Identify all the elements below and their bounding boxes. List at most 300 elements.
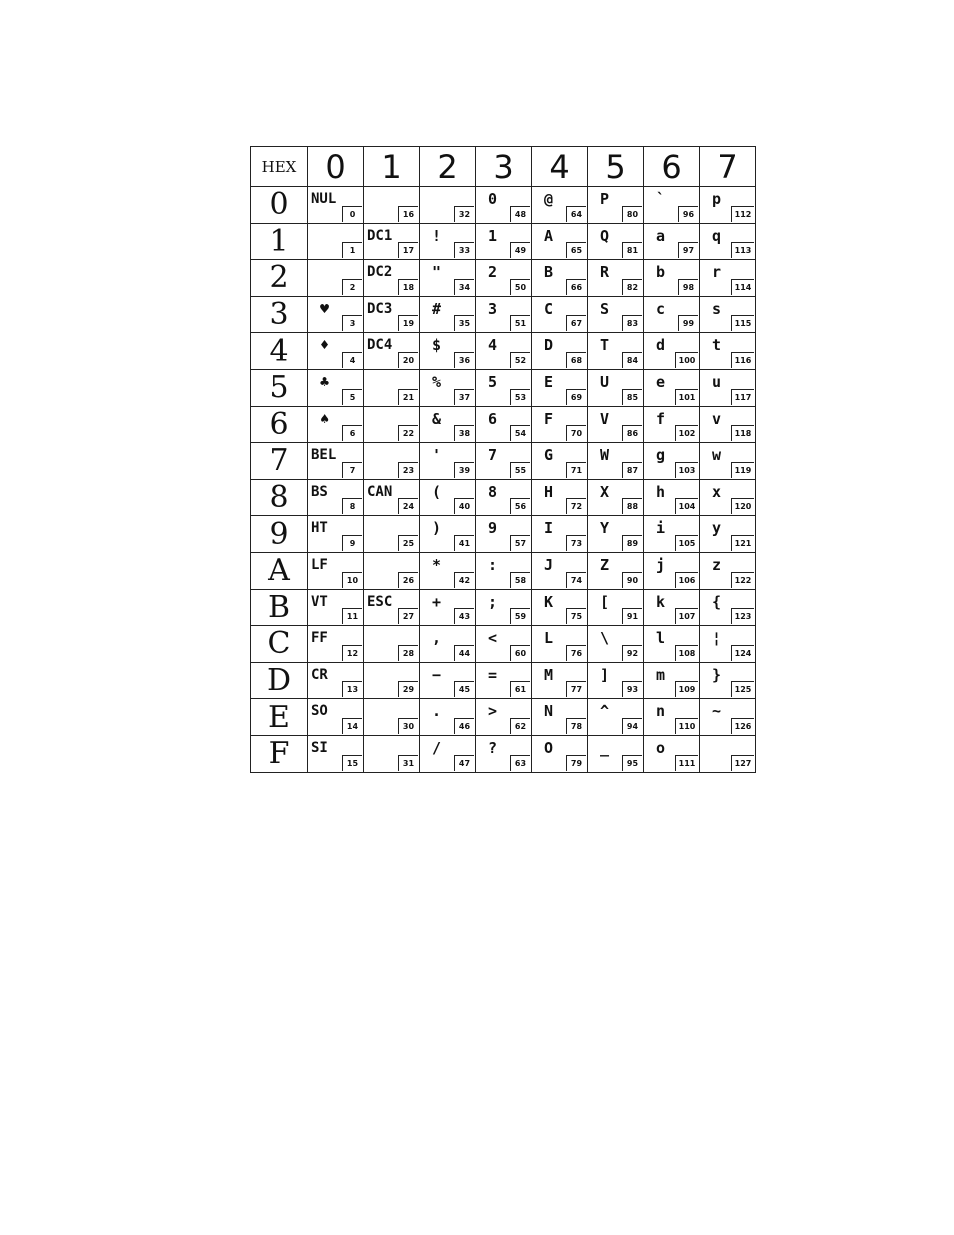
suit-symbol-icon: ♣	[320, 372, 330, 391]
column-header: 4	[532, 147, 588, 187]
cell-character: 6	[488, 409, 498, 428]
cell-character: SI	[311, 739, 328, 756]
code-cell	[532, 333, 588, 370]
code-cell	[420, 589, 476, 626]
cell-character: L	[544, 629, 554, 648]
code-cell	[588, 662, 644, 699]
decimal-code-box: 123	[731, 608, 754, 624]
code-cell	[420, 443, 476, 480]
decimal-code-box: 3	[342, 315, 362, 331]
decimal-code-box: 29	[398, 681, 418, 697]
cell-character: DC1	[367, 227, 393, 244]
decimal-code-box: 32	[454, 206, 474, 222]
cell-character: CR	[311, 666, 328, 683]
decimal-code-box: 94	[622, 718, 642, 734]
code-cell	[476, 333, 532, 370]
cell-character: ¦	[712, 629, 722, 648]
decimal-code-box: 86	[622, 425, 642, 441]
cell-character: ESC	[367, 593, 393, 610]
code-cell	[532, 589, 588, 626]
cell-character: 3	[488, 299, 498, 318]
decimal-code-box: 66	[566, 279, 586, 295]
decimal-code-box: 23	[398, 462, 418, 478]
suit-symbol-icon: ♦	[320, 336, 330, 355]
decimal-code-box: 98	[678, 279, 698, 295]
decimal-code-box: 114	[731, 279, 754, 295]
code-cell	[532, 735, 588, 772]
code-cell	[364, 187, 420, 224]
code-cell	[420, 662, 476, 699]
code-cell	[420, 260, 476, 297]
code-cell	[700, 333, 756, 370]
decimal-code-box: 122	[731, 572, 754, 588]
code-cell	[532, 369, 588, 406]
decimal-code-box: 117	[731, 389, 754, 405]
cell-character: R	[600, 263, 610, 282]
decimal-code-box: 96	[678, 206, 698, 222]
decimal-code-box: 61	[510, 681, 530, 697]
cell-character: c	[656, 299, 666, 318]
decimal-code-box: 65	[566, 242, 586, 258]
code-cell	[532, 516, 588, 553]
code-cell	[476, 296, 532, 333]
decimal-code-box: 80	[622, 206, 642, 222]
table-row	[251, 369, 756, 406]
decimal-code-box: 81	[622, 242, 642, 258]
decimal-code-box: 47	[454, 755, 474, 771]
decimal-code-box: 56	[510, 498, 530, 514]
row-header: 6	[251, 406, 308, 443]
table-row	[251, 223, 756, 260]
code-cell	[308, 735, 364, 772]
column-header: 5	[588, 147, 644, 187]
decimal-code-box: 41	[454, 535, 474, 551]
cell-character: NUL	[311, 191, 337, 207]
table-row	[251, 333, 756, 370]
decimal-code-box: 51	[510, 315, 530, 331]
code-cell	[308, 296, 364, 333]
decimal-code-box: 37	[454, 389, 474, 405]
decimal-code-box: 34	[454, 279, 474, 295]
code-cell	[644, 479, 700, 516]
table-row	[251, 626, 756, 663]
decimal-code-box: 18	[398, 279, 418, 295]
decimal-code-box: 42	[454, 572, 474, 588]
decimal-code-box: 68	[566, 352, 586, 368]
decimal-code-box: 90	[622, 572, 642, 588]
cell-character: T	[600, 336, 610, 355]
cell-character: M	[544, 665, 554, 684]
row-header: D	[251, 662, 308, 699]
cell-character: `	[656, 190, 666, 208]
table-row	[251, 589, 756, 626]
table-row	[251, 735, 756, 772]
cell-character: j	[656, 555, 666, 574]
cell-character: O	[544, 738, 554, 757]
cell-character: q	[712, 226, 722, 245]
decimal-code-box: 120	[731, 498, 754, 514]
cell-character: /	[432, 738, 442, 757]
code-cell	[644, 552, 700, 589]
code-cell	[588, 516, 644, 553]
decimal-code-box: 11	[342, 608, 362, 624]
decimal-code-box: 16	[398, 206, 418, 222]
code-cell	[476, 699, 532, 736]
cell-character: '	[432, 446, 442, 465]
decimal-code-box: 69	[566, 389, 586, 405]
code-cell	[420, 699, 476, 736]
row-header: 7	[251, 443, 308, 480]
code-cell	[532, 223, 588, 260]
code-cell	[420, 626, 476, 663]
cell-character: d	[656, 336, 666, 355]
cell-character: F	[544, 409, 554, 428]
code-cell	[532, 662, 588, 699]
decimal-code-box: 88	[622, 498, 642, 514]
decimal-code-box: 0	[342, 206, 362, 222]
code-cell	[476, 662, 532, 699]
code-cell	[700, 589, 756, 626]
decimal-code-box: 95	[622, 755, 642, 771]
cell-character: *	[432, 555, 442, 574]
cell-character: b	[656, 263, 666, 282]
code-cell	[420, 552, 476, 589]
table-row	[251, 296, 756, 333]
table-row	[251, 552, 756, 589]
decimal-code-box: 77	[566, 681, 586, 697]
cell-character: [	[600, 592, 610, 611]
cell-character: BS	[311, 483, 328, 500]
suit-symbol-icon: ♠	[320, 409, 330, 428]
cell-character: N	[544, 702, 554, 721]
cell-character: H	[544, 482, 554, 501]
code-cell	[308, 662, 364, 699]
code-cell	[700, 296, 756, 333]
cell-character: 1	[488, 226, 498, 245]
row-header: C	[251, 626, 308, 663]
decimal-code-box: 21	[398, 389, 418, 405]
decimal-code-box: 50	[510, 279, 530, 295]
cell-character: B	[544, 263, 554, 282]
code-cell	[588, 552, 644, 589]
code-cell	[476, 187, 532, 224]
code-cell	[420, 187, 476, 224]
cell-character: !	[432, 226, 442, 245]
code-cell	[644, 443, 700, 480]
code-cell	[644, 406, 700, 443]
cell-character: SO	[311, 703, 328, 720]
cell-character: ^	[600, 702, 610, 721]
code-cell	[700, 187, 756, 224]
code-cell	[476, 516, 532, 553]
code-cell	[588, 223, 644, 260]
cell-character: V	[600, 409, 610, 428]
code-cell	[364, 260, 420, 297]
decimal-code-box: 112	[731, 206, 754, 222]
row-header: E	[251, 699, 308, 736]
code-cell	[700, 516, 756, 553]
cell-character: ?	[488, 738, 498, 757]
cell-character: 9	[488, 519, 498, 538]
decimal-code-box: 20	[398, 352, 418, 368]
decimal-code-box: 9	[342, 535, 362, 551]
decimal-code-box: 31	[398, 755, 418, 771]
cell-character: $	[432, 336, 442, 355]
cell-character: C	[544, 299, 554, 318]
code-cell	[308, 333, 364, 370]
decimal-code-box: 121	[731, 535, 754, 551]
suit-symbol-icon: ♥	[320, 299, 330, 318]
cell-character: n	[656, 702, 666, 721]
code-cell	[364, 626, 420, 663]
cell-character: e	[656, 372, 666, 391]
cell-character: Y	[600, 519, 610, 538]
decimal-code-box: 85	[622, 389, 642, 405]
decimal-code-box: 101	[675, 389, 698, 405]
code-cell	[644, 516, 700, 553]
code-cell	[420, 735, 476, 772]
decimal-code-box: 36	[454, 352, 474, 368]
cell-character: 0	[488, 190, 498, 208]
decimal-code-box: 71	[566, 462, 586, 478]
code-cell	[420, 479, 476, 516]
cell-character: X	[600, 482, 610, 501]
decimal-code-box: 84	[622, 352, 642, 368]
decimal-code-box: 8	[342, 498, 362, 514]
code-cell	[532, 260, 588, 297]
cell-character: {	[712, 592, 722, 611]
cell-character: p	[712, 190, 722, 208]
code-cell	[364, 699, 420, 736]
code-cell	[364, 443, 420, 480]
cell-character: y	[712, 519, 722, 538]
cell-character: FF	[311, 630, 328, 647]
hex-corner-label: HEX	[251, 147, 308, 187]
code-cell	[364, 333, 420, 370]
decimal-code-box: 33	[454, 242, 474, 258]
cell-character: 2	[488, 263, 498, 282]
code-cell	[308, 223, 364, 260]
column-header: 3	[476, 147, 532, 187]
code-cell	[700, 443, 756, 480]
character-code-table	[250, 146, 756, 773]
row-header: 4	[251, 333, 308, 370]
code-cell	[476, 369, 532, 406]
decimal-code-box: 70	[566, 425, 586, 441]
code-cell	[644, 735, 700, 772]
decimal-code-box: 15	[342, 755, 362, 771]
cell-character: o	[656, 738, 666, 757]
decimal-code-box: 107	[675, 608, 698, 624]
code-cell	[420, 333, 476, 370]
cell-character: )	[432, 519, 442, 538]
code-cell	[532, 479, 588, 516]
code-cell	[364, 589, 420, 626]
cell-character: VT	[311, 593, 328, 610]
decimal-code-box: 119	[731, 462, 754, 478]
table-row	[251, 406, 756, 443]
cell-character: Z	[600, 555, 610, 574]
decimal-code-box: 102	[675, 425, 698, 441]
decimal-code-box: 55	[510, 462, 530, 478]
decimal-code-box: 30	[398, 718, 418, 734]
cell-character: m	[656, 665, 666, 684]
cell-character: x	[712, 482, 722, 501]
decimal-code-box: 100	[675, 352, 698, 368]
code-cell	[700, 406, 756, 443]
decimal-code-box: 92	[622, 645, 642, 661]
decimal-code-box: 39	[454, 462, 474, 478]
decimal-code-box: 26	[398, 572, 418, 588]
code-cell	[476, 223, 532, 260]
cell-character: =	[488, 665, 498, 684]
code-cell	[588, 260, 644, 297]
code-cell	[588, 589, 644, 626]
code-cell	[420, 369, 476, 406]
cell-character: S	[600, 299, 610, 318]
row-header: 2	[251, 260, 308, 297]
cell-character: w	[712, 446, 722, 465]
code-cell	[588, 699, 644, 736]
cell-character: t	[712, 336, 722, 355]
decimal-code-box: 38	[454, 425, 474, 441]
decimal-code-box: 58	[510, 572, 530, 588]
decimal-code-box: 113	[731, 242, 754, 258]
code-cell	[644, 662, 700, 699]
code-cell	[308, 406, 364, 443]
code-cell	[644, 187, 700, 224]
cell-character: U	[600, 372, 610, 391]
code-cell	[644, 589, 700, 626]
cell-character: %	[432, 372, 442, 391]
code-cell	[308, 369, 364, 406]
code-cell	[700, 552, 756, 589]
decimal-code-box: 105	[675, 535, 698, 551]
cell-character: s	[712, 299, 722, 318]
decimal-code-box: 63	[510, 755, 530, 771]
decimal-code-box: 43	[454, 608, 474, 624]
decimal-code-box: 67	[566, 315, 586, 331]
code-cell	[420, 223, 476, 260]
cell-character: 8	[488, 482, 498, 501]
cell-character: D	[544, 336, 554, 355]
cell-character: K	[544, 592, 554, 611]
decimal-code-box: 54	[510, 425, 530, 441]
cell-character: J	[544, 555, 554, 574]
cell-character: l	[656, 629, 666, 648]
code-cell	[644, 626, 700, 663]
cell-character: r	[712, 263, 722, 282]
decimal-code-box: 4	[342, 352, 362, 368]
code-cell	[588, 406, 644, 443]
decimal-code-box: 79	[566, 755, 586, 771]
cell-character: g	[656, 446, 666, 465]
code-cell	[644, 260, 700, 297]
cell-character: Q	[600, 226, 610, 245]
decimal-code-box: 109	[675, 681, 698, 697]
decimal-code-box: 118	[731, 425, 754, 441]
code-cell	[308, 552, 364, 589]
cell-character: BEL	[311, 447, 337, 464]
decimal-code-box: 76	[566, 645, 586, 661]
decimal-code-box: 89	[622, 535, 642, 551]
table-row	[251, 443, 756, 480]
cell-character: HT	[311, 520, 328, 537]
cell-character: −	[432, 665, 442, 684]
cell-character: +	[432, 592, 442, 611]
code-cell	[700, 223, 756, 260]
decimal-code-box: 108	[675, 645, 698, 661]
cell-character: DC3	[367, 300, 393, 317]
decimal-code-box: 13	[342, 681, 362, 697]
cell-character: DC4	[367, 337, 393, 354]
decimal-code-box: 44	[454, 645, 474, 661]
code-cell	[364, 369, 420, 406]
row-header: 9	[251, 516, 308, 553]
cell-character: a	[656, 226, 666, 245]
table-row	[251, 662, 756, 699]
cell-character: #	[432, 299, 442, 318]
decimal-code-box: 74	[566, 572, 586, 588]
cell-character: ,	[432, 629, 442, 648]
code-cell	[308, 699, 364, 736]
decimal-code-box: 83	[622, 315, 642, 331]
row-header: A	[251, 552, 308, 589]
table-row	[251, 516, 756, 553]
column-header: 7	[700, 147, 756, 187]
decimal-code-box: 7	[342, 462, 362, 478]
decimal-code-box: 40	[454, 498, 474, 514]
decimal-code-box: 75	[566, 608, 586, 624]
cell-character: 7	[488, 446, 498, 465]
column-header: 1	[364, 147, 420, 187]
decimal-code-box: 53	[510, 389, 530, 405]
cell-character: DC2	[367, 264, 393, 281]
cell-character: h	[656, 482, 666, 501]
column-header-row	[251, 147, 756, 187]
cell-character: "	[432, 263, 442, 282]
cell-character: LF	[311, 556, 328, 573]
decimal-code-box: 126	[731, 718, 754, 734]
code-cell	[364, 516, 420, 553]
code-cell	[532, 296, 588, 333]
code-cell	[476, 479, 532, 516]
table-row	[251, 260, 756, 297]
code-cell	[420, 516, 476, 553]
code-cell	[588, 735, 644, 772]
decimal-code-box: 104	[675, 498, 698, 514]
code-cell	[308, 516, 364, 553]
code-cell	[700, 699, 756, 736]
code-cell	[476, 626, 532, 663]
cell-character: .	[432, 702, 442, 721]
cell-character: f	[656, 409, 666, 428]
decimal-code-box: 110	[675, 718, 698, 734]
cell-character: 4	[488, 336, 498, 355]
cell-character: A	[544, 226, 554, 245]
decimal-code-box: 115	[731, 315, 754, 331]
column-header: 6	[644, 147, 700, 187]
cell-character: k	[656, 592, 666, 611]
decimal-code-box: 35	[454, 315, 474, 331]
code-cell	[700, 479, 756, 516]
cell-character: @	[544, 190, 554, 208]
code-cell	[532, 443, 588, 480]
decimal-code-box: 46	[454, 718, 474, 734]
code-cell	[588, 369, 644, 406]
code-cell	[308, 260, 364, 297]
code-cell	[588, 479, 644, 516]
